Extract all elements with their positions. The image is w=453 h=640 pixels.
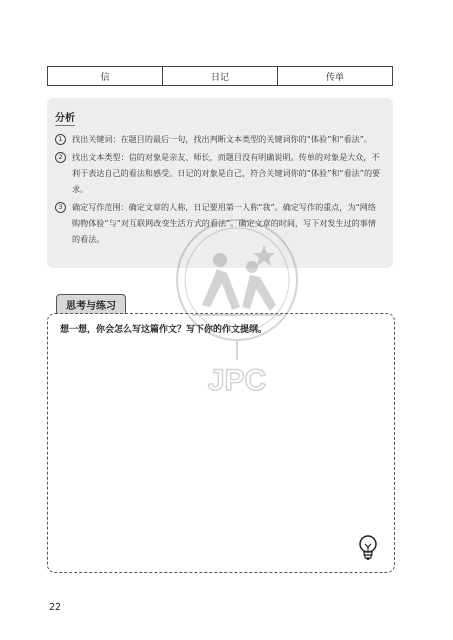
text-type-table	[47, 66, 393, 86]
analysis-title: 分析	[55, 109, 75, 126]
analysis-item-text: 找出文本类型：信的对象是亲友、师长，而题目没有明确说明。传单的对象是大众，不利于表达自己的看法和感受。日记的对象是自己，符合关键词你的“体验”和“看法”的要求。	[72, 152, 381, 194]
table-header-diary: 日记	[163, 67, 278, 85]
analysis-box	[47, 98, 393, 268]
page-number: 22	[49, 602, 62, 613]
table-header-flyer: 传单	[325, 72, 344, 83]
analysis-item	[55, 199, 384, 247]
watermark-text: JPC	[207, 364, 267, 397]
practice-title: 思考与练习	[56, 294, 126, 314]
practice-writing-area[interactable]	[47, 313, 395, 573]
analysis-item-number: 1	[55, 134, 66, 145]
table-header-letter: 信	[48, 67, 163, 85]
analysis-item	[55, 131, 384, 147]
analysis-item	[55, 149, 384, 197]
analysis-item-text: 确定写作范围：确定文章的人称，日记要用第一人称“我”。确定写作的重点，为“网络购物体验”与“对互联网改变生活方式的看法”。确定文章的时间，写下对发生过的事情的看法。	[72, 202, 376, 244]
lightbulb-icon	[358, 534, 378, 562]
analysis-item-text: 找出关键词：在题目的最后一句，找出判断文本类型的关键词你的“体验”和“看法”。	[72, 134, 373, 144]
analysis-item-number: 2	[55, 152, 66, 163]
analysis-item-number: 3	[55, 202, 66, 213]
practice-prompt: 想一想，你会怎么写这篇作文？写下你的作文提纲。	[60, 325, 268, 335]
